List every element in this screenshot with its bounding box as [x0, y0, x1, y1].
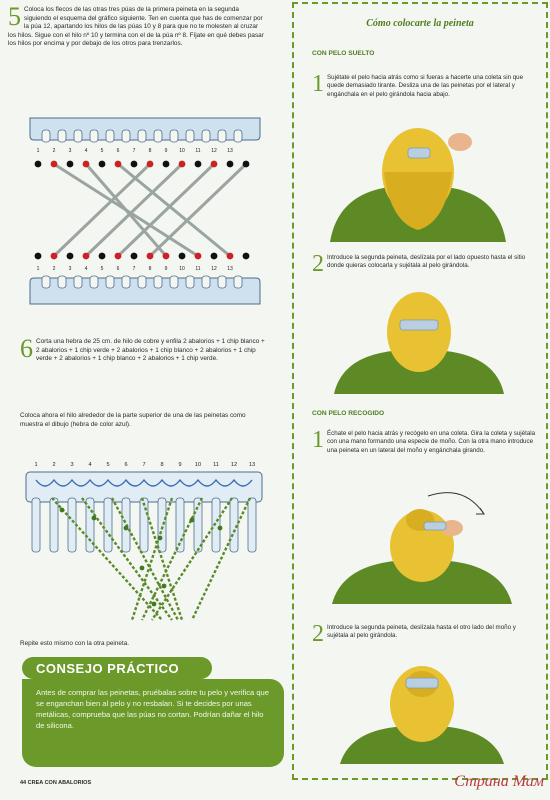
tick-label: 10 — [179, 148, 185, 154]
step-number: 2 — [312, 621, 324, 647]
tick-label: 1 — [36, 148, 40, 154]
page-footer — [20, 780, 91, 786]
step-6 — [20, 334, 270, 364]
top-tick-labels — [37, 148, 233, 154]
tick-label: 8 — [160, 462, 164, 468]
step-number: 5 — [8, 2, 21, 31]
watermark: Страна Мам — [454, 773, 544, 790]
tick-label: 7 — [132, 148, 136, 154]
step-text: Corta una hebra de 25 cm. de hilo de cobre y enfila 2 abalorios + 1 chip blanco + 2 abalorios + 1 chip verde + 2 abalorios + 1 chip blanco + 2 abalorios + 1 chip verde + 2 abalorios + 1 chip blanco + 2 abalorios + 1 chip verde. — [36, 338, 265, 363]
page-number: 44 — [20, 780, 27, 786]
tick-label: 11 — [213, 462, 219, 468]
tick-label: 10 — [194, 462, 202, 468]
step-text: Introduce la segunda peineta, deslízala por el lado opuesto hasta el sitio donde quieras colocarla y sujétala al pelo girándola. — [327, 254, 526, 270]
tick-label: 13 — [227, 266, 233, 272]
wire-wrap-diagram — [22, 458, 272, 628]
comb-body — [26, 472, 262, 502]
tick-label: 4 — [84, 148, 88, 154]
photo-loose-hair-1 — [320, 112, 516, 242]
step-number: 1 — [312, 71, 324, 97]
photo-updo-1 — [324, 484, 520, 604]
tick-label: 9 — [164, 148, 168, 154]
tick-label: 9 — [164, 266, 168, 272]
suelto-step-2 — [312, 251, 537, 277]
recogido-step-1 — [312, 427, 537, 455]
bottom-tick-labels — [37, 266, 233, 272]
step-5 — [8, 2, 266, 49]
step-text: Échate el pelo hacia atrás y recógelo en una coleta. Gira la coleta y sujétala con una mano formando una especie de moño. Con la otra mano introduce una peineta en un lateral del moño y engánchala girando. — [327, 430, 536, 454]
recogido-heading: CON PELO RECOGIDO — [312, 410, 385, 417]
tick-label: 6 — [116, 266, 120, 272]
photo-loose-hair-2 — [324, 284, 514, 394]
bead-strands — [52, 498, 250, 620]
tick-label: 8 — [148, 266, 152, 272]
comb-teeth — [32, 498, 256, 552]
bottom-beads — [35, 253, 250, 260]
coloca-text: Coloca ahora el hilo alrededor de la parte superior de una de las peinetas como muestra el dibujo (hebra de color azul). — [20, 412, 246, 428]
tick-label: 7 — [142, 462, 146, 468]
tick-label: 6 — [116, 148, 120, 154]
tick-label: 6 — [124, 462, 128, 468]
consejo-text: Antes de comprar las peinetas, pruébalas sobre tu pelo y verifica que se enganchan bien al pelo y no resbalan. Si te decides por unas metálicas, comprueba que las púas no cortan. Podrían dañar el hilo de silicona. — [22, 679, 284, 767]
step-text: Coloca los flecos de las otras tres púas de la primera peineta en la segunda siguiendo el esquema del gráfico siguiente. Ten en cuenta que has de comenzar por la púa 12, apartando los hilos de las púas 10 y 8 para que no te molesten al cruzar los hilos. Sigue con el hilo nº 10 y termina con el de la púa nº 8. Fíjate en qué debes pasar los hilos por encima y por debajo de los otros para trenzarlos. — [8, 6, 264, 48]
tick-label: 11 — [195, 266, 201, 272]
tick-label: 3 — [70, 462, 74, 468]
tick-label: 11 — [195, 148, 201, 154]
photo-updo-2 — [334, 654, 510, 764]
tick-label: 1 — [36, 266, 40, 272]
step-text: Sujétate el pelo hacia atrás como si fueras a hacerte una coleta sin que quede demasiado tirante. Desliza una de las peinetas por el lateral y engánchala en el pelo girándola hacia abajo. — [327, 74, 524, 98]
footer-label: CREA CON ABALORIOS — [27, 780, 92, 786]
tick-label: 3 — [68, 266, 72, 272]
tick-label: 13 — [248, 462, 256, 468]
tick-label: 2 — [52, 462, 56, 468]
tick-label: 12 — [211, 148, 217, 154]
tick-label: 2 — [52, 148, 56, 154]
tick-label: 1 — [34, 462, 38, 468]
top-beads — [35, 161, 250, 168]
tick-label: 9 — [178, 462, 182, 468]
suelto-step-1 — [312, 71, 537, 99]
consejo-practico — [22, 657, 284, 767]
tick-label: 3 — [68, 148, 72, 154]
tick-label: 10 — [179, 266, 185, 272]
tick-label: 8 — [148, 148, 152, 154]
step-text: Introduce la segunda peineta, deslízala hasta el otro lado del moño y sujétala al pelo girándola. — [327, 624, 516, 640]
suelto-heading: CON PELO SUELTO — [312, 50, 375, 57]
panel-title: Cómo colocarte la peineta — [366, 18, 474, 29]
tick-label: 12 — [211, 266, 217, 272]
tick-label: 2 — [52, 266, 56, 272]
crossing-threads — [54, 164, 246, 256]
tick-label: 4 — [88, 462, 92, 468]
wrap-tick-labels — [34, 462, 255, 468]
step-number: 6 — [20, 334, 33, 363]
tick-label: 7 — [132, 266, 136, 272]
tick-label: 5 — [100, 148, 104, 154]
step-number: 1 — [312, 427, 324, 453]
tick-label: 12 — [230, 462, 238, 468]
repite-text: Repite esto mismo con la otra peineta. — [20, 640, 130, 647]
recogido-step-2 — [312, 621, 537, 647]
tick-label: 5 — [100, 266, 104, 272]
step-number: 2 — [312, 251, 324, 277]
tick-label: 13 — [227, 148, 233, 154]
tick-label: 4 — [84, 266, 88, 272]
tick-label: 5 — [106, 462, 110, 468]
right-panel — [292, 2, 548, 780]
consejo-title: CONSEJO PRÁCTICO — [22, 657, 212, 679]
braid-diagram — [20, 108, 270, 320]
